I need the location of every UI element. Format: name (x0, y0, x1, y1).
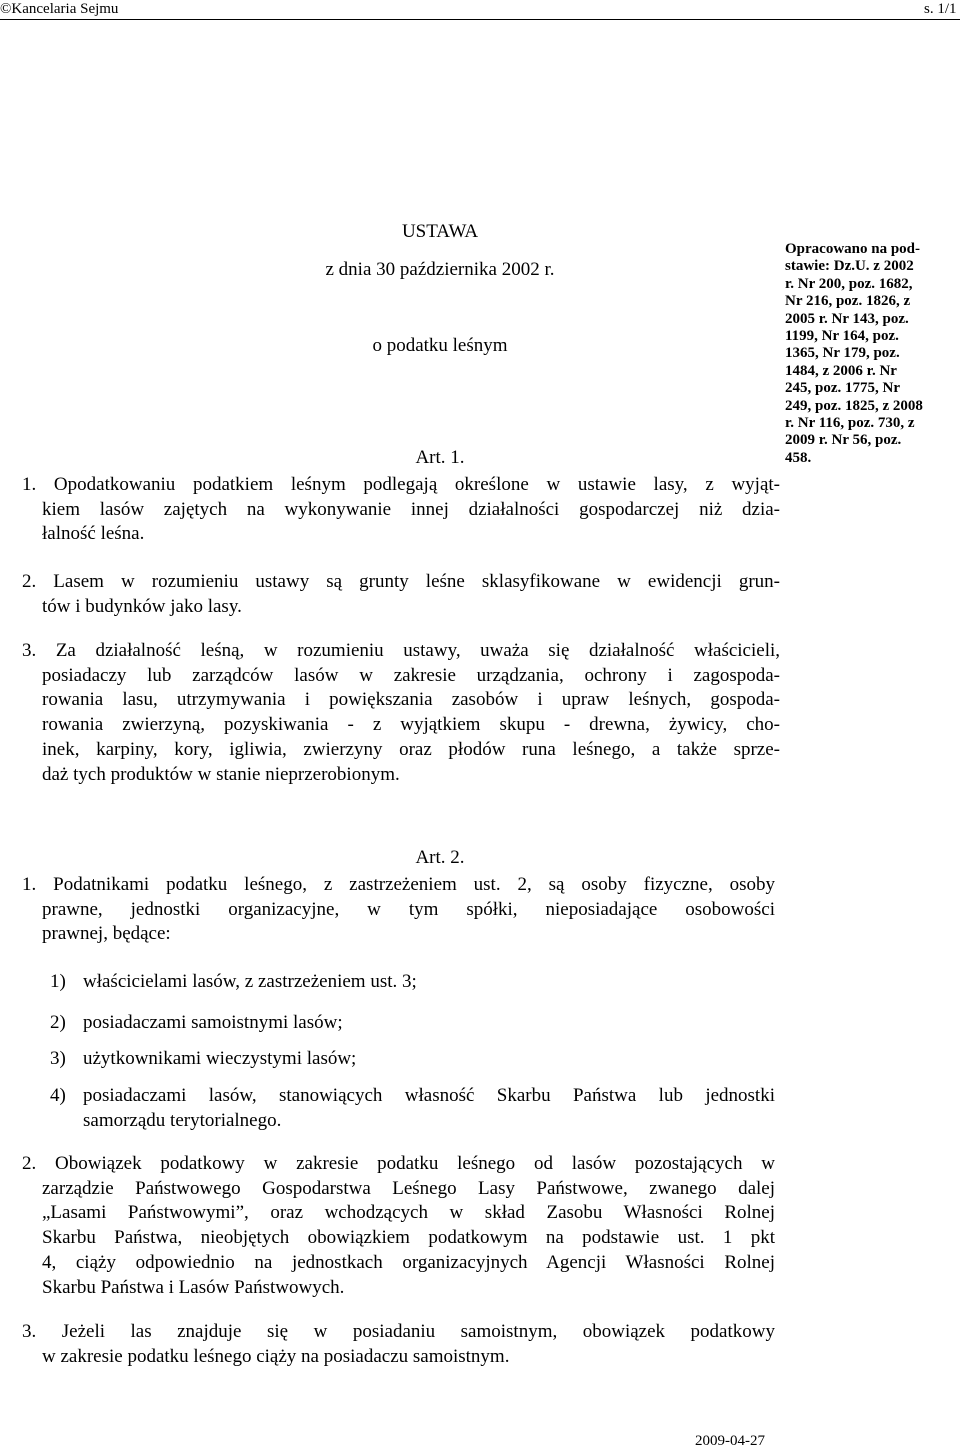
paragraph-line: kiem lasów zajętych na wykonywanie innej działalności gospodarczej niż dzia- (42, 498, 780, 520)
list-item-text: samorządu terytorialnego. (83, 1109, 282, 1131)
source-note-line: r. Nr 116, poz. 730, z (785, 415, 915, 432)
paragraph-line: „Lasami Państwowymi”, oraz wchodzących w skład Zasobu Własności Rolnej (42, 1202, 775, 1224)
paragraph-line: Skarbu Państwa, nieobjętych obowiązkiem podatkowym na podstawie ust. 1 pkt (42, 1227, 775, 1249)
paragraph-line: rowania zwierzyną, pozyskiwania - z wyjątkiem skupu - drewna, żywicy, cho- (42, 714, 780, 736)
document-date: z dnia 30 października 2002 r. (325, 259, 555, 280)
article-2-paragraph-1 (22, 873, 775, 947)
list-item (50, 1047, 775, 1072)
source-note-line: 1365, Nr 179, poz. (785, 345, 900, 362)
source-note-line: 1199, Nr 164, poz. (785, 328, 899, 345)
article-1-heading: Art. 1. (415, 447, 465, 468)
source-note-line: r. Nr 200, poz. 1682, (785, 275, 913, 292)
article-1-paragraph-3 (22, 639, 780, 787)
article-1-paragraph-1 (22, 473, 780, 547)
paragraph-line: 2. Obowiązek podatkowy w zakresie podatku leśnego od lasów pozostających w (22, 1153, 775, 1174)
article-2-paragraph-3 (22, 1320, 775, 1369)
list-item-text: posiadaczami lasów, stanowiących własność Skarbu Państwa lub jednostki (83, 1085, 775, 1106)
paragraph-line: zarządzie Państwowego Gospodarstwa Leśnego Lasy Państwowe, zwanego dalej (42, 1177, 775, 1199)
list-item (50, 970, 775, 995)
paragraph-line: prawnej, będące: (42, 923, 171, 945)
paragraph-line: 4, ciąży odpowiednio na jednostkach organizacyjnych Agencji Własności Rolnej (42, 1251, 775, 1273)
source-note (785, 241, 960, 467)
source-note-line: stawie: Dz.U. z 2002 (785, 258, 914, 275)
list-item-number: 2) (50, 1012, 66, 1033)
list-item-number: 4) (50, 1085, 66, 1106)
article-2-heading: Art. 2. (415, 847, 465, 868)
list-item-number: 1) (50, 971, 66, 992)
list-item (50, 1084, 775, 1133)
paragraph-line: tów i budynków jako lasy. (42, 595, 242, 617)
paragraph-line: łalność leśna. (42, 523, 145, 545)
source-note-line: 1484, z 2006 r. Nr (785, 362, 897, 379)
list-item-text: posiadaczami samoistnymi lasów; (83, 1012, 343, 1033)
source-note-line: 2009 r. Nr 56, poz. (785, 432, 902, 449)
paragraph-line: Skarbu Państwa i Lasów Państwowych. (42, 1276, 345, 1298)
header-publisher: ©Kancelaria Sejmu (0, 1, 119, 17)
paragraph-line: 3. Za działalność leśną, w rozumieniu ustawy, uważa się działalność właścicieli, (22, 640, 780, 661)
source-note-line: 2005 r. Nr 143, poz. (785, 310, 909, 327)
source-note-line: Opracowano na pod- (785, 241, 921, 257)
list-item (50, 1011, 775, 1036)
document-title: USTAWA (401, 221, 479, 242)
article-2-paragraph-2 (22, 1152, 775, 1300)
paragraph-line: rowania lasu, utrzymywania i powiększania zasobów i upraw leśnych, gospoda- (42, 689, 780, 711)
list-item-text: użytkownikami wieczystymi lasów; (83, 1048, 357, 1069)
list-item-number: 3) (50, 1048, 66, 1069)
source-note-line: 245, poz. 1775, Nr (785, 380, 900, 397)
source-note-line: Nr 216, poz. 1826, z (785, 293, 911, 310)
paragraph-line: 1. Podatnikami podatku leśnego, z zastrzeżeniem ust. 2, są osoby fizyczne, osoby (22, 874, 775, 895)
document-subject: o podatku leśnym (372, 335, 508, 356)
header-divider (0, 19, 960, 20)
source-note-line: 458. (785, 449, 812, 466)
paragraph-line: w zakresie podatku leśnego ciąży na posiadaczu samoistnym. (42, 1345, 510, 1367)
paragraph-line: 3. Jeżeli las znajduje się w posiadaniu samoistnym, obowiązek podatkowy (22, 1321, 775, 1342)
paragraph-line: prawne, jednostki organizacyjne, w tym spółki, nieposiadające osobowości (42, 898, 775, 920)
paragraph-line: 2. Lasem w rozumieniu ustawy są grunty leśne sklasyfikowane w ewidencji grun- (22, 571, 780, 592)
paragraph-line: inek, karpiny, kory, igliwia, zwierzyny oraz płodów runa leśnego, a także sprze- (42, 738, 780, 760)
header-page-number: s. 1/1 (924, 1, 957, 17)
paragraph-line: posiadaczy lub zarządców lasów w zakresie urządzania, ochrony i zagospoda- (42, 664, 780, 686)
paragraph-line: 1. Opodatkowaniu podatkiem leśnym podlegają określone w ustawie lasy, z wyjąt- (22, 474, 780, 495)
source-note-line: 249, poz. 1825, z 2008 (785, 397, 923, 414)
paragraph-line: daż tych produktów w stanie nieprzerobionym. (42, 763, 400, 785)
footer-date: 2009-04-27 (695, 1433, 765, 1449)
article-1-paragraph-2 (22, 570, 780, 619)
list-item-text: właścicielami lasów, z zastrzeżeniem ust. 3; (83, 971, 417, 992)
